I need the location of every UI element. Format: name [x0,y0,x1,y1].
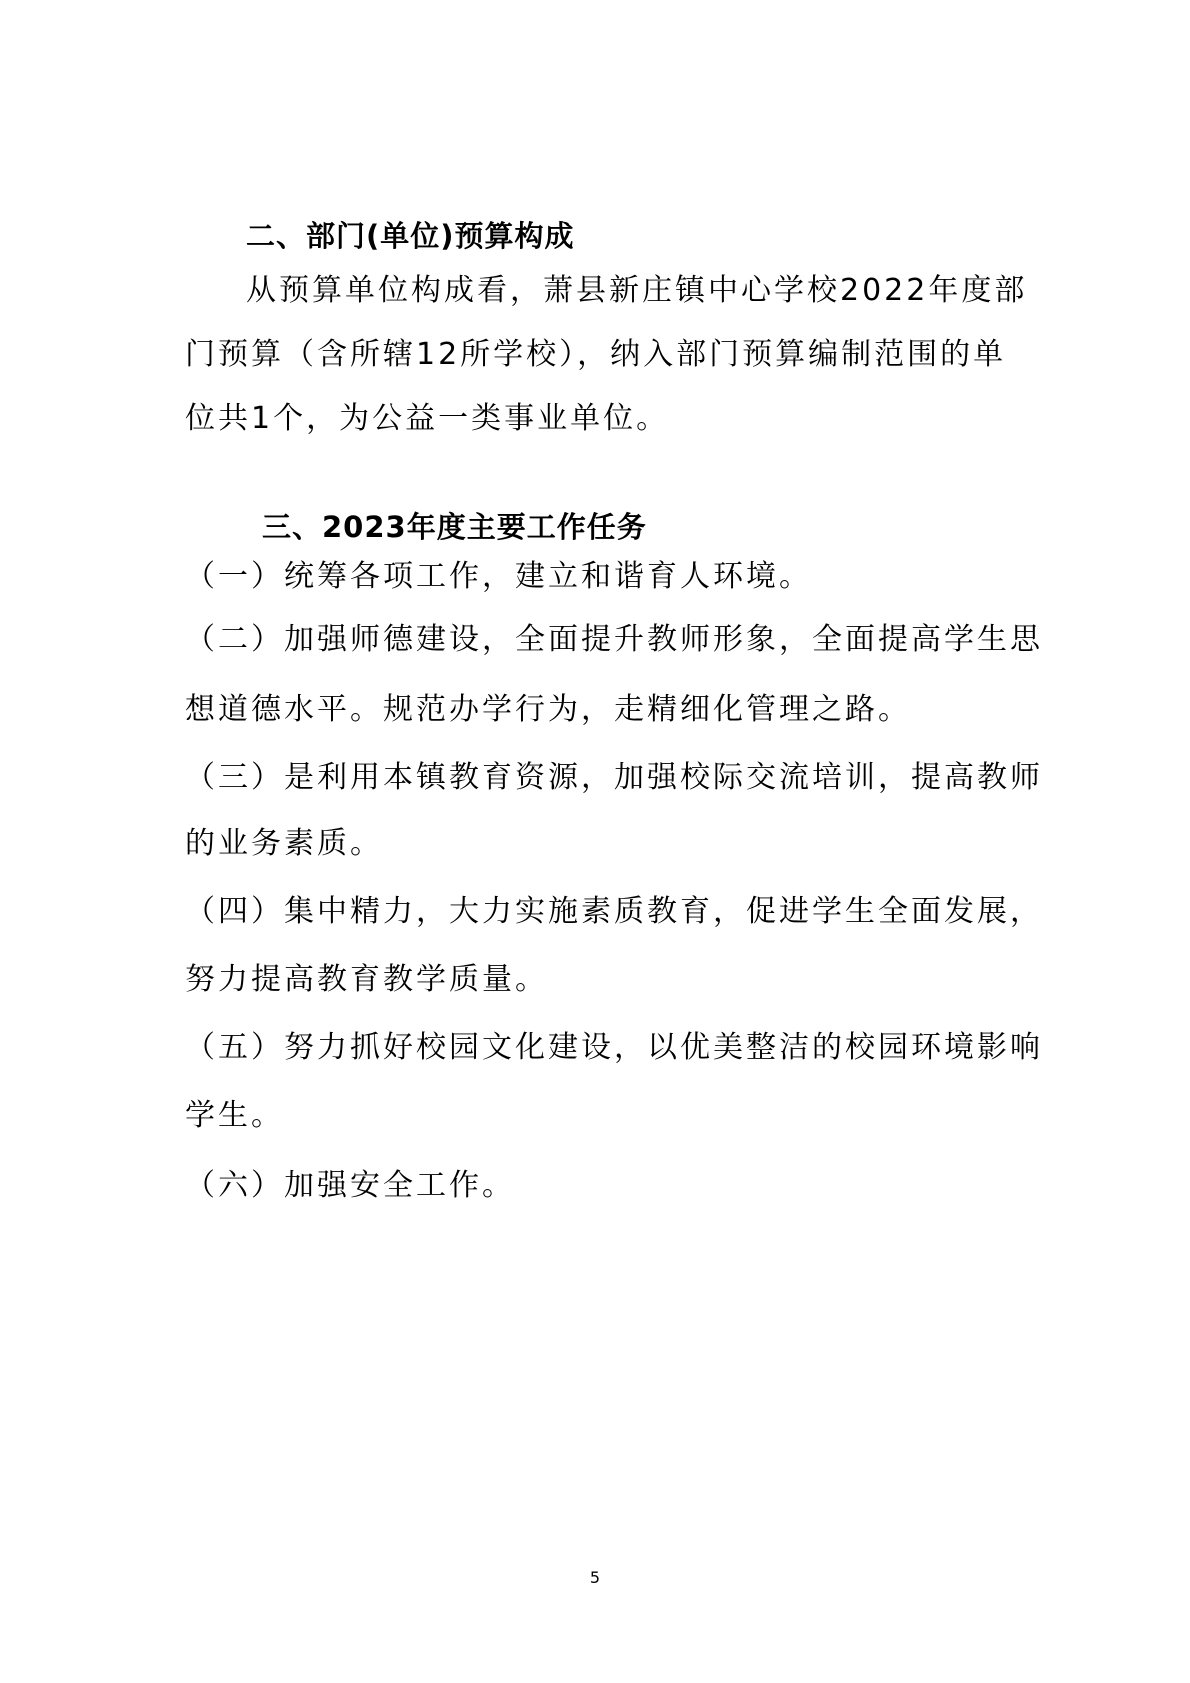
page-number: 5 [589,1568,601,1587]
section-2-line: 位共1个，为公益一类事业单位。 [185,401,670,436]
task-line: （六）加强安全工作。 [185,1168,515,1203]
section-2-heading: 二、部门(单位)预算构成 [246,219,575,253]
task-line: 学生。 [185,1098,284,1133]
task-line: （三）是利用本镇教育资源，加强校际交流培训，提高教师 [185,760,1043,795]
section-2-line: 门预算（含所辖12所学校），纳入部门预算编制范围的单 [185,337,1007,372]
task-line: 努力提高教育教学质量。 [185,962,548,997]
task-line: （一）统筹各项工作，建立和谐育人环境。 [185,559,812,594]
task-line: 想道德水平。规范办学行为，走精细化管理之路。 [185,692,911,727]
task-line: 的业务素质。 [185,826,383,861]
task-line: （四）集中精力，大力实施素质教育，促进学生全面发展， [185,894,1043,929]
task-line: （五）努力抓好校园文化建设，以优美整洁的校园环境影响 [185,1030,1043,1065]
task-line: （二）加强师德建设，全面提升教师形象，全面提高学生思 [185,622,1043,657]
section-3-heading: 三、2023年度主要工作任务 [262,510,647,544]
section-2-line: 从预算单位构成看，萧县新庄镇中心学校2022年度部 [246,273,1028,308]
